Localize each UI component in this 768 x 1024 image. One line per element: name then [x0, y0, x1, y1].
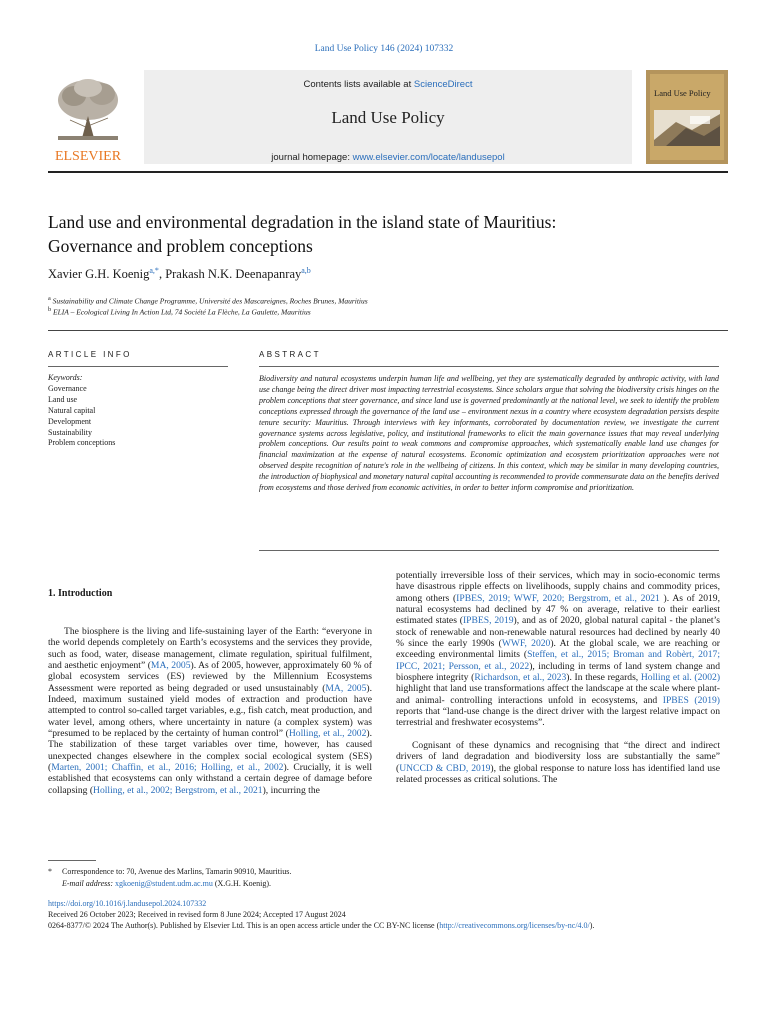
citation-link[interactable]: WWF, 2020 [501, 638, 551, 650]
citation-link[interactable]: UNCCD & CBD, 2019 [399, 762, 491, 774]
body-column-right [396, 570, 720, 785]
citation-link[interactable]: Holling, et al., 2002 [288, 728, 367, 740]
paragraph-text: ). As of 2019, natural ecosystems had declined by 47 % on average, relative to their earliest estimated states ( [396, 592, 720, 627]
license-link[interactable]: http://creativecommons.org/licenses/by-nc/4.0/ [439, 921, 590, 931]
citation-link[interactable]: Holling et al. (2002) [640, 672, 721, 684]
section-heading-introduction: 1. Introduction [48, 588, 113, 599]
author-name[interactable]: Xavier G.H. Koenig [48, 267, 150, 282]
masthead-rule [48, 171, 728, 173]
keyword: Problem conceptions [48, 438, 116, 448]
contents-line: Contents lists available at ScienceDirect [303, 79, 473, 90]
citation-link[interactable]: Richardson, et al., 2023 [474, 672, 567, 684]
article-footer [48, 898, 720, 932]
paragraph [396, 570, 720, 729]
affiliation: $^a$ Sustainability and Climate Change Programme, Université des Mascareignes, Roches Brunes, Mauritius [48, 295, 368, 306]
keyword: Land use [48, 394, 78, 404]
paragraph-text: ). At the global scale, we are reaching or exceeding environmental limits ( [396, 638, 720, 661]
paragraph [48, 626, 372, 796]
abstract-rule [259, 366, 719, 367]
paragraph-text: ). The stabilization of these target variables over time, however, has caused unexpected changes elsewhere in the complex social ecological system (SES) ( [48, 728, 372, 774]
footnote-rule [48, 860, 96, 861]
paragraph-text: Cognisant of these dynamics and recognising that “the direct and indirect drivers of land degradation and biodiversity loss are substantially the same” ( [396, 739, 720, 774]
masthead [48, 70, 728, 164]
citation-link[interactable]: Marten, 2001; Chaffin, et al., 2016; Holling, et al., 2002 [51, 762, 284, 774]
affiliation-marker[interactable]: a,* [149, 266, 159, 275]
paragraph-text: ), and as of 2020, global natural capital - the planet’s stock of renewable and non-renewable natural resources had declined by nearly 40 % since the early 1990s ( [396, 615, 720, 650]
sciencedirect-link[interactable]: ScienceDirect [413, 79, 473, 90]
paragraph-text: ). Indeed, maximum sustained yield modes of extraction and production have attempted to control so-called target variables, e.g., fish catch, meat production, and water level, among others, where uncertainty in nature (a complex system) was “presumed to be replaced by the certainty of human control” ( [48, 682, 372, 740]
author-email-link[interactable]: xgkoenig@student.udm.ac.mu [115, 878, 213, 888]
elsevier-tree-logo [48, 72, 128, 164]
author-list: Xavier G.H. Koenig$^{a,*}$, Prakash N.K. Deenapanray$^{a,b}$ [48, 266, 311, 282]
citation-link[interactable]: IPBES, 2019 [462, 615, 514, 627]
doi-link[interactable]: https://doi.org/10.1016/j.landusepol.2024.107332 [48, 899, 207, 908]
citation-link[interactable]: IPBES (2019) [662, 694, 720, 706]
citation-link[interactable]: Steffen, et al., 2015; Broman and Robèrt, 2017; IPCC, 2021; Persson, et al., 2022 [396, 649, 721, 672]
cover-title: Land Use Policy [654, 88, 711, 98]
affiliation-marker[interactable]: a,b [301, 266, 311, 275]
keyword: Natural capital [48, 405, 96, 415]
affiliation: $^b$ ELIA – Ecological Living In Action Ltd, 74 Société La Flèche, La Gaulette, Mauritius [48, 306, 311, 317]
citation-link[interactable]: IPBES, 2019; WWF, 2020; Bergstrom, et al., 2021 [456, 592, 660, 604]
license-statement: 0264-8377/© 2024 The Author(s). Published by Elsevier Ltd. This is an open access article under the CC BY-NC license (http://creativecommons.org/licenses/by-nc/4.0/). [48, 921, 595, 931]
received-dates: Received 26 October 2023; Received in revised form 8 June 2024; Accepted 17 August 2024 [48, 910, 346, 920]
journal-banner [144, 70, 632, 164]
correspondence-footnote: * Correspondence to: 70, Avenue des Marlins, Tamarin 90910, Mauritius. E-mail address: xgkoenig@student.udm.ac.mu (X.G.H. Koenig). [48, 867, 292, 888]
paragraph-text: highlight that land use transformations affect the landscape at the scale where plant- and animal- controlling interactions unfold in ecosystems, and [396, 683, 720, 706]
paragraph-text: ), incurring the [262, 784, 320, 796]
keyword: Development [48, 416, 92, 426]
paragraph [396, 740, 720, 785]
keyword: Sustainability [48, 427, 92, 437]
citation-link[interactable]: MA, 2005 [325, 682, 367, 694]
paragraph-text: The biosphere is the living and life-sustaining layer of the Earth: “everyone in the world depends completely on Earth’s ecosystems and the services they provide, such as food, water, disease management, climate regulation, spiritual fulfilment, and aesthetic enjoyment” ( [48, 626, 372, 672]
homepage-line: journal homepage: www.elsevier.com/locate/landusepol [271, 152, 505, 163]
body-column-left [48, 626, 372, 796]
article-info-rule [48, 366, 228, 367]
paragraph-text: ). As of 2005, however, approximately 60 % of global ecosystem services (ES) reviewed by the Millennium Ecosystems Assessment were reported as being degraded or used unsustainably ( [48, 660, 372, 694]
citation-link[interactable]: Holling, et al., 2002; Bergstrom, et al., 2021 [93, 784, 263, 796]
journal-cover-thumbnail[interactable] [646, 70, 728, 164]
article-title: Land use and environmental degradation in the island state of Mauritius: Governance and problem conceptions [48, 212, 557, 256]
citation-link[interactable]: MA, 2005 [150, 660, 191, 672]
paragraph-text: potentially irreversible loss of their services, which may in socio-economic terms have disastrous ripple effects on livelihoods, supply chains and commodity prices, among others ( [396, 570, 720, 604]
elsevier-wordmark: ELSEVIER [54, 149, 122, 164]
keywords-list [48, 373, 228, 449]
abstract-bottom-rule [259, 550, 719, 551]
abstract-text: Biodiversity and natural ecosystems underpin human life and wellbeing, yet they are systematically degraded by anthropic activity, with land use change being the direct driver most impacting terrestrial ecosystems. Since scholars argue that solving the biodiversity crisis hinges on the problem conceptions that steer governance, and since land use is governed predominantly at the national level, we seek to identify the problem conceptions expressed through the governance of the land use – environment nexus in a country where ecosystem degradation persists despite tenure security: Mauritius. Through interviews with key informants, corroborated by documentation review, we investigate the current governance systems across legislative, policy, and institutional frameworks to elicit the main governance issues that may reveal underlying problem conceptions. Our results point to weak commons and compromise approaches, which systematically enable land use changes for financial maximization at the expense of natural ecosystems. Economic optimization and ecosystem prioritization approaches were not observed despite recognition of nature's role in the wellbeing of citizens. In this context, which may be similar in many developing countries, the introduction of biophysical and monetary natural capital accounting is recommended to provide commensurate data on the benefits derived from ecosystems and those derived from economic activities, in order to better inform compromise and prioritization. [259, 374, 719, 493]
paragraph-text: ). Crucially, it is well established that ecosystems can only withstand a certain degree of damage before collapsing ( [48, 762, 372, 796]
author-name[interactable]: Prakash N.K. Deenapanray [165, 267, 302, 282]
journal-reference[interactable]: Land Use Policy 146 (2024) 107332 [314, 44, 454, 54]
article-info-heading: ARTICLE INFO [48, 350, 132, 359]
footnote-marker: * [48, 867, 52, 876]
journal-homepage-link[interactable]: www.elsevier.com/locate/landusepol [352, 152, 505, 163]
paragraph-text: ), including in terms of land system change and biosphere integrity ( [396, 660, 720, 684]
header-rule [48, 330, 728, 331]
keyword: Governance [48, 383, 87, 393]
paragraph-text: ), the global response to nature loss has identified land use related processes as critical solutions. The [396, 762, 720, 785]
journal-name: Land Use Policy [331, 108, 445, 127]
paragraph-text: ). In these regards, [566, 672, 641, 684]
abstract-heading: ABSTRACT [259, 350, 321, 359]
keywords-label: Keywords: [48, 373, 83, 382]
paragraph-text: reports that “land-use change is the direct driver with the largest relative impact on terrestrial and freshwater ecosystems”. [396, 706, 720, 729]
